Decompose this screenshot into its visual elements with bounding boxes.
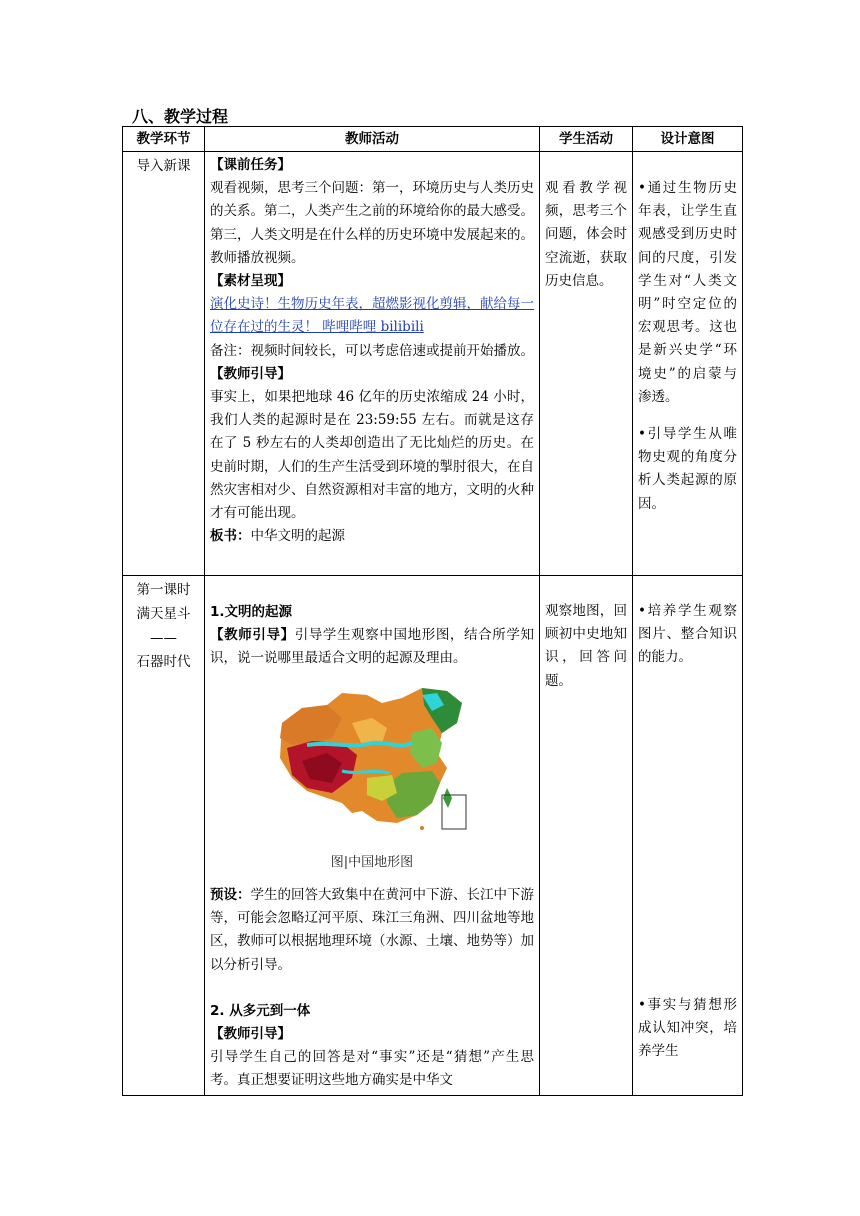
board-text: 中华文明的起源 <box>250 528 345 545</box>
design-intent-cell <box>633 152 743 576</box>
table-row <box>123 152 743 576</box>
design-intent-2: •引导学生从唯物史观的角度分析人类起源的原因。 <box>638 426 737 512</box>
design-intent-cell <box>633 576 743 1096</box>
guide-text: 引导学生观察中国地形图，结合所学知识，说一说哪里最适合文明的起源及理由。 <box>210 627 535 667</box>
table-row <box>123 576 743 1096</box>
student-activity-text: 观看教学视频，思考三个问题，体会时空流逝，获取历史信息。 <box>545 180 627 289</box>
table-header-row <box>123 127 743 152</box>
design-intent-1: •培养学生观察图片、整合知识的能力。 <box>638 603 737 666</box>
stage-label: 导入新课 <box>136 158 191 174</box>
stage-line: 第一课时 <box>136 582 191 598</box>
guide-heading: 【教师引导】 <box>210 627 295 644</box>
board-label: 板书： <box>210 528 251 545</box>
stage-line: —— <box>150 630 177 646</box>
stage-cell <box>123 576 205 1096</box>
guide-heading: 【教师引导】 <box>210 365 291 382</box>
design-intent-1: •通过生物历史年表，让学生直观感受到历史时间的尺度，引发学生对“人类文明”时空定位的宏观思考。这也是新兴史学“环境史”的启蒙与渗透。 <box>638 180 737 405</box>
stage-line: 石器时代 <box>136 654 191 670</box>
teacher-activity-cell <box>205 576 540 1096</box>
guide-text: 事实上，如果把地球 46 亿年的历史浓缩成 24 小时，我们人类的起源时是在 23:59:55 左右。而就是这存在了 5 秒左右的人类却创造出了无比灿烂的历史。在史前时期，人们的生产生活受到环境的掣肘很大，在自然灾害相对少、自然资源相对丰富的地方，文明的火种才有可能出现。 <box>210 389 534 522</box>
student-activity-cell <box>540 152 633 576</box>
stage-cell <box>123 152 205 576</box>
subsection-heading: 1.文明的起源 <box>210 604 293 620</box>
header-intent: 设计意图 <box>633 127 743 152</box>
material-note: 备注：视频时间较长，可以考虑倍速或提前开始播放。 <box>210 342 534 359</box>
section-title: 八、教学过程 <box>132 107 229 126</box>
teacher-activity-cell <box>205 152 540 576</box>
map-caption: 图|中国地形图 <box>330 854 414 870</box>
china-terrain-map <box>210 671 534 845</box>
student-activity-cell <box>540 576 633 1096</box>
header-stage: 教学环节 <box>123 127 205 152</box>
header-student: 学生活动 <box>540 127 633 152</box>
pre-task-heading: 【课前任务】 <box>210 157 291 173</box>
material-heading: 【素材呈现】 <box>210 273 291 290</box>
video-link[interactable]: 演化史诗！生物历史年表，超燃影视化剪辑，献给每一位存在过的生灵！ 哔哩哔哩 bilibili <box>210 296 534 336</box>
preset-label: 预设： <box>210 887 251 904</box>
preset-text: 学生的回答大致集中在黄河中下游、长江中下游等，可能会忽略辽河平原、珠江三角洲、四川盆地等地区，教师可以根据地理环境（水源、土壤、地势等）加以分析引导。 <box>210 887 534 973</box>
student-activity-text: 观察地图，回顾初中史地知识，回答问题。 <box>545 603 627 689</box>
lesson-process-table <box>122 126 743 1096</box>
guide-heading: 【教师引导】 <box>210 1026 291 1043</box>
stage-line: 满天星斗 <box>136 606 191 622</box>
design-intent-2: •事实与猜想形成认知冲突，培养学生 <box>638 996 737 1060</box>
subsection-heading: 2. 从多元到一体 <box>210 1002 311 1019</box>
header-teacher: 教师活动 <box>205 127 540 152</box>
china-map-image <box>272 683 472 833</box>
pre-task-text: 观看视频，思考三个问题：第一，环境历史与人类历史的关系。第二，人类产生之前的环境给你的最大感受。第三，人类文明是在什么样的历史环境中发展起来的。教师播放视频。 <box>210 180 534 266</box>
guide-text: 引导学生自己的回答是对“事实”还是“猜想”产生思考。真正想要证明这些地方确实是中华文 <box>210 1049 534 1089</box>
